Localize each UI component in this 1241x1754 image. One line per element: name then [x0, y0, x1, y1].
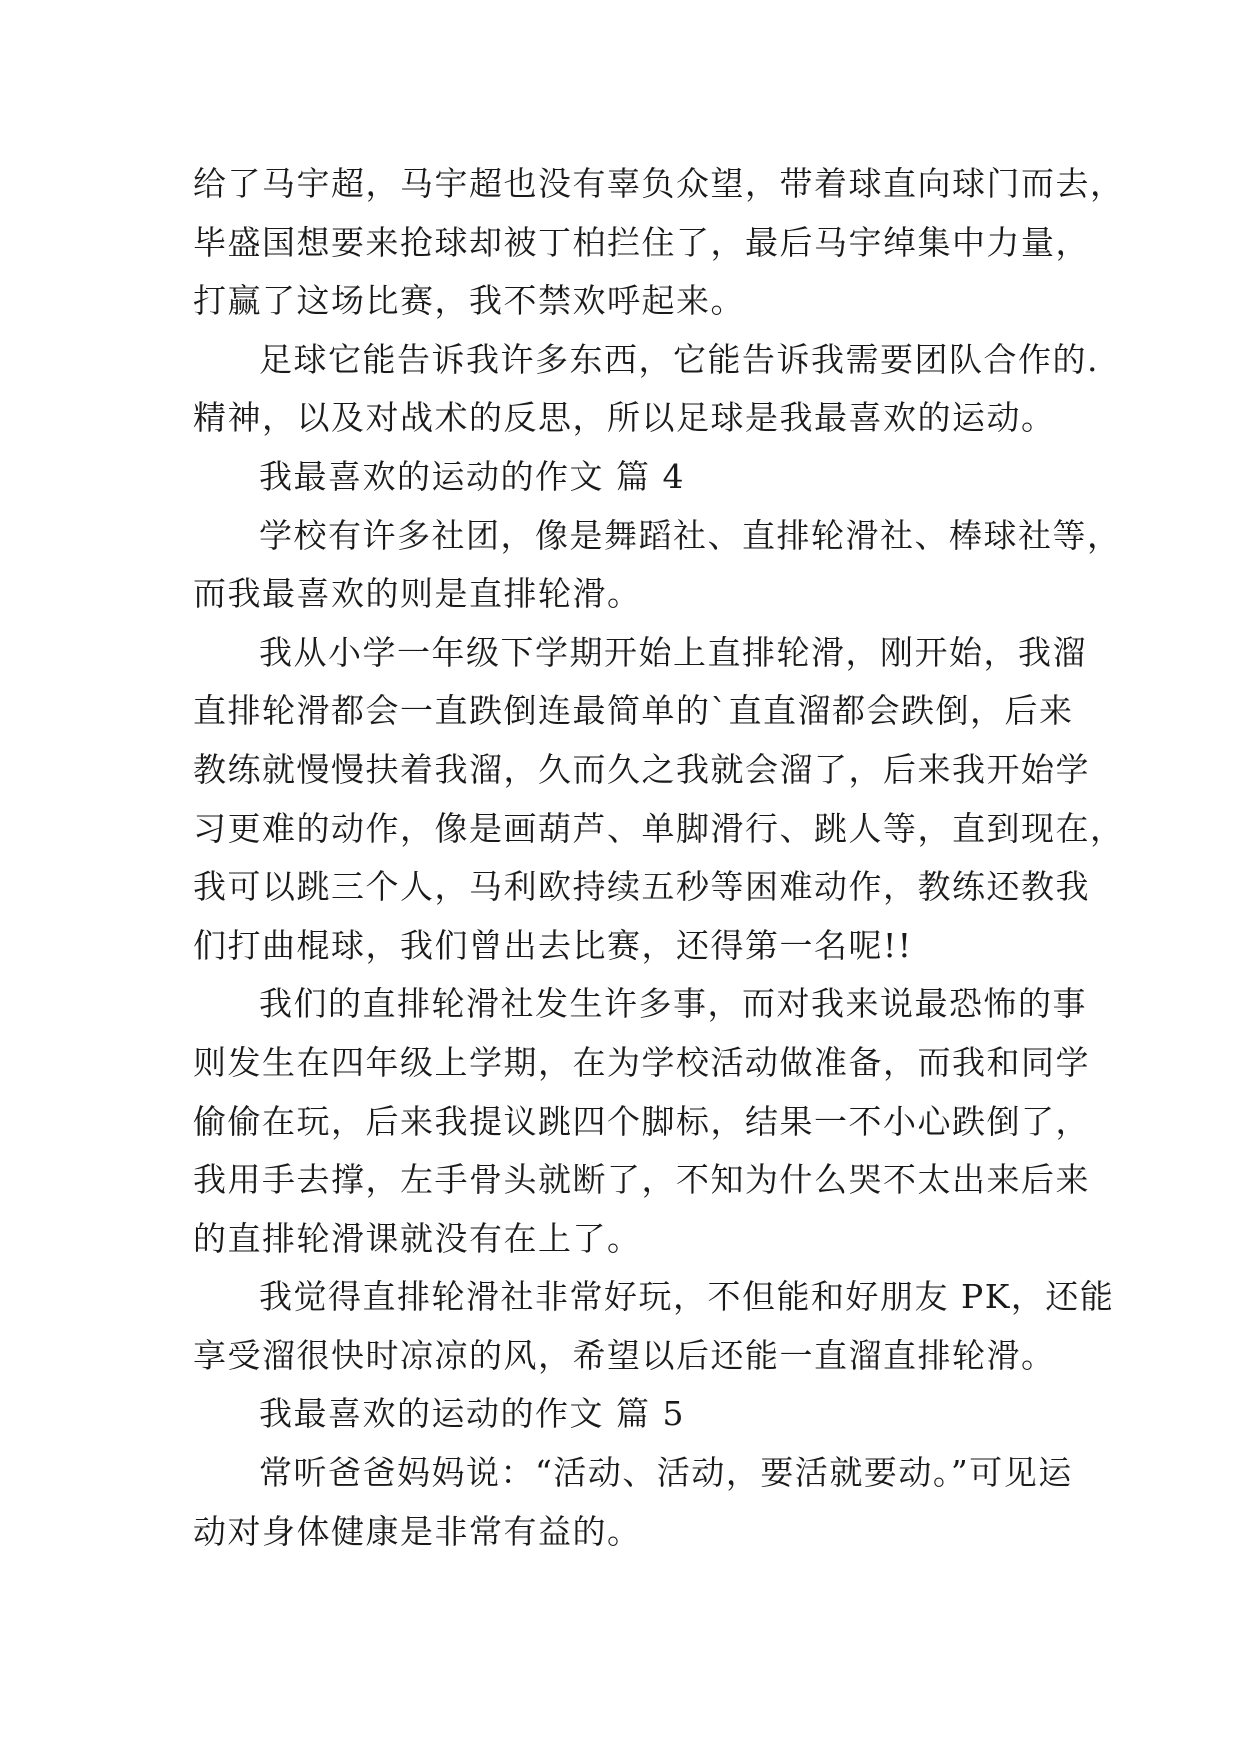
text-line: 给了马宇超，马宇超也没有辜负众望，带着球直向球门而去，: [193, 164, 1125, 203]
text-line: 的直排轮滑课就没有在上了。: [193, 1218, 642, 1258]
text-line: 偷偷在玩，后来我提议跳四个脚标，结果一不小心跌倒了，: [193, 1101, 1090, 1141]
paragraph-start: 学校有许多社团，像是舞蹈社、直排轮滑社、棒球社等，: [259, 515, 1122, 555]
text-line: 动对身体健康是非常有益的。: [193, 1511, 642, 1551]
text-line: 直排轮滑都会一直跌倒连最简单的`直直溜都会跌倒，后来: [193, 691, 1074, 731]
paragraph-start: 常听爸爸妈妈说：“活动、活动，要活就要动。”可见运: [259, 1453, 1073, 1493]
text-line: 习更难的动作，像是画葫芦、单脚滑行、跳人等，直到现在，: [193, 808, 1125, 848]
paragraph-start: 我觉得直排轮滑社非常好玩，不但能和好朋友 PK，还能: [259, 1277, 1115, 1317]
text-line: 则发生在四年级上学期，在为学校活动做准备，而我和同学: [193, 1042, 1090, 1082]
document-body: [193, 155, 1125, 1561]
section-heading: 我最喜欢的运动的作文 篇 4: [259, 456, 685, 496]
paragraph-start: 足球它能告诉我许多东西，它能告诉我需要团队合作的.: [259, 339, 1099, 379]
text-line: 享受溜很快时凉凉的风，希望以后还能一直溜直排轮滑。: [193, 1335, 1056, 1375]
paragraph-start: 我们的直排轮滑社发生许多事，而对我来说最恐怖的事: [259, 984, 1087, 1024]
text-line: 我可以跳三个人，马利欧持续五秒等困难动作，教练还教我: [193, 867, 1090, 907]
text-line: 而我最喜欢的则是直排轮滑。: [193, 574, 642, 614]
section-heading: 我最喜欢的运动的作文 篇 5: [259, 1394, 685, 1434]
paragraph-start: 我从小学一年级下学期开始上直排轮滑，刚开始，我溜: [259, 632, 1087, 672]
text-line: 毕盛国想要来抢球却被丁柏拦住了，最后马宇绰集中力量，: [193, 222, 1090, 262]
text-line: 们打曲棍球，我们曾出去比赛，还得第一名呢!!: [193, 925, 913, 965]
text-line: 教练就慢慢扶着我溜，久而久之我就会溜了，后来我开始学: [193, 749, 1090, 789]
text-line: 我用手去撑，左手骨头就断了，不知为什么哭不太出来后来: [193, 1160, 1090, 1200]
text-line: 打赢了这场比赛，我不禁欢呼起来。: [193, 281, 745, 321]
text-line: 精神，以及对战术的反思，所以足球是我最喜欢的运动。: [193, 398, 1056, 438]
